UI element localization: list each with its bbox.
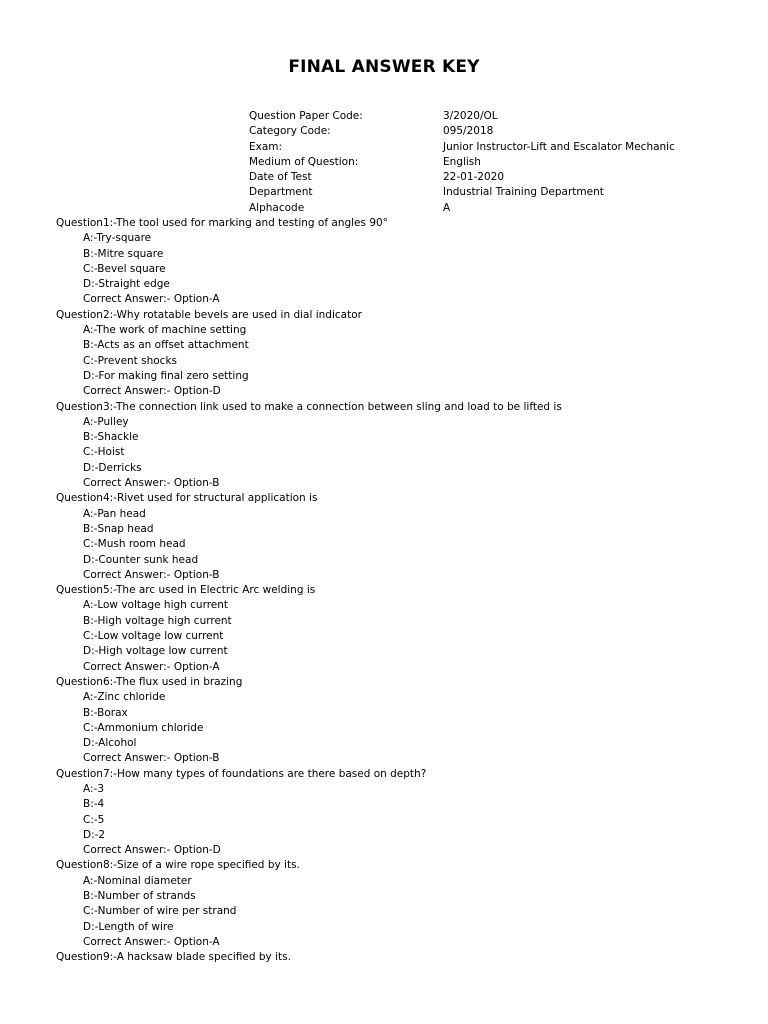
option-c: C:-Ammonium chloride [83,721,204,734]
option-a: A:-Try-square [83,232,152,245]
question-list [56,216,562,966]
question-text: Question2:-Why rotatable bevels are used in dial indicator [56,308,362,321]
question-item [56,491,562,583]
question-text: Question4:-Rivet used for structural application is [56,492,318,505]
option-b: B:-Number of strands [83,890,196,903]
question-text: Question3:-The connection link used to make a connection between sling and load to be lifted is [56,400,562,413]
meta-value: Industrial Training Department [443,186,604,199]
meta-row-exam [249,140,675,155]
option-c: C:-Hoist [83,446,125,459]
option-c: C:-Low voltage low current [83,630,224,643]
option-a: A:-The work of machine setting [83,324,247,337]
question-text: Question7:-How many types of foundations are there based on depth? [56,767,427,780]
question-item [56,950,562,965]
meta-label: Exam: [249,140,283,153]
question-item [56,583,562,675]
meta-value: English [443,155,481,168]
question-text: Question8:-Size of a wire rope specified by its. [56,859,300,872]
question-text: Question1:-The tool used for marking and testing of angles 90° [56,217,388,229]
question-item [56,675,562,767]
option-a: A:-3 [83,782,105,795]
option-d: D:-Counter sunk head [83,553,199,566]
meta-row-question-paper-code [249,109,675,124]
option-c: C:-5 [83,813,105,826]
option-b: B:-Snap head [83,522,154,535]
meta-value: 3/2020/OL [443,110,498,122]
meta-row-department [249,185,675,200]
option-a: A:-Pulley [83,415,129,428]
option-b: B:-Shackle [83,431,139,444]
meta-label: Date of Test [249,171,312,184]
exam-details [249,109,675,216]
meta-row-date-of-test [249,170,675,185]
option-d: D:-Alcohol [83,737,137,750]
meta-value: Junior Instructor-Lift and Escalator Mechanic [443,140,675,153]
option-b: B:-Borax [83,706,128,719]
option-a: A:-Pan head [83,507,146,520]
correct-answer: Correct Answer:- Option-B [83,568,220,581]
meta-value: A [443,201,451,214]
question-item [56,308,562,400]
meta-label: Question Paper Code: [249,110,363,122]
option-a: A:-Low voltage high current [83,599,229,612]
correct-answer: Correct Answer:- Option-B [83,752,220,765]
meta-value: 095/2018 [443,125,494,138]
question-item [56,767,562,859]
option-d: D:-High voltage low current [83,645,228,658]
option-d: D:-For making final zero setting [83,369,249,382]
option-d: D:-2 [83,828,106,841]
option-d: D:-Derricks [83,461,142,474]
meta-label: Department [249,186,313,199]
page-title: FINAL ANSWER KEY [288,57,480,77]
question-item [56,400,562,492]
question-text: Question5:-The arc used in Electric Arc welding is [56,584,316,597]
meta-row-medium [249,155,675,170]
question-item [56,858,562,950]
option-a: A:-Nominal diameter [83,874,192,887]
option-c: C:-Bevel square [83,262,166,275]
question-text: Question9:-A hacksaw blade specified by its. [56,951,291,964]
correct-answer: Correct Answer:- Option-A [83,293,220,306]
option-b: B:-High voltage high current [83,614,232,627]
meta-row-category-code [249,124,675,139]
correct-answer: Correct Answer:- Option-D [83,385,221,398]
meta-label: Alphacode [249,201,305,214]
option-b: B:-Mitre square [83,247,164,260]
question-item [56,216,562,308]
option-c: C:-Mush room head [83,538,186,551]
correct-answer: Correct Answer:- Option-A [83,660,220,673]
correct-answer: Correct Answer:- Option-B [83,477,220,490]
meta-row-alphacode [249,201,675,216]
meta-label: Category Code: [249,125,331,138]
option-d: D:-Length of wire [83,920,174,933]
option-c: C:-Number of wire per strand [83,905,237,918]
question-text: Question6:-The flux used in brazing [56,675,243,688]
option-c: C:-Prevent shocks [83,354,178,367]
meta-value: 22-01-2020 [443,171,505,184]
meta-label: Medium of Question: [249,155,359,168]
option-b: B:-Acts as an offset attachment [83,339,249,352]
correct-answer: Correct Answer:- Option-A [83,935,220,948]
correct-answer: Correct Answer:- Option-D [83,844,221,857]
option-a: A:-Zinc chloride [83,691,166,704]
option-d: D:-Straight edge [83,278,170,291]
option-b: B:-4 [83,798,105,811]
